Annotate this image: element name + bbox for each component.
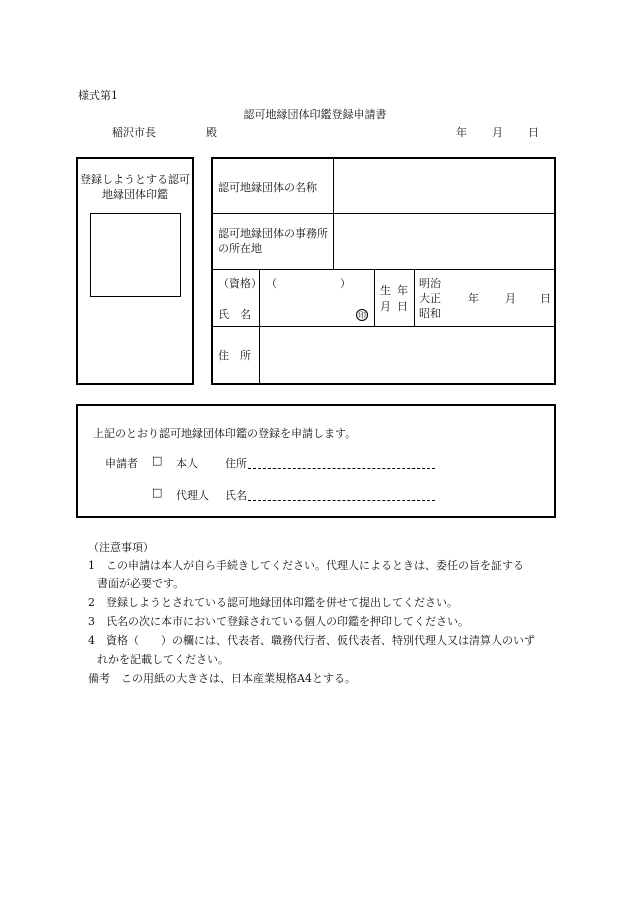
group-name-label: 認可地縁団体の名称 bbox=[218, 181, 317, 194]
agent-label: 代理人 bbox=[176, 489, 209, 502]
agent-checkbox[interactable]: □ bbox=[152, 486, 163, 499]
remarks: 備考 この用紙の大きさは、日本産業規格A4とする。 bbox=[88, 672, 356, 685]
honorific: 殿 bbox=[206, 126, 217, 139]
name-field-label: 氏名 bbox=[225, 489, 247, 502]
birth-label-hi: 日 bbox=[397, 300, 408, 313]
notes-heading: （注意事項） bbox=[88, 541, 154, 554]
date-day: 日 bbox=[528, 126, 539, 139]
era-showa: 昭和 bbox=[419, 307, 441, 320]
birth-label-nen: 年 bbox=[397, 284, 408, 297]
address-label: 住 所 bbox=[218, 349, 251, 362]
note-item-2: 2 登録しようとされている認可地縁団体印鑑を併せて提出してください。 bbox=[88, 596, 458, 609]
birth-label-gatsu: 月 bbox=[380, 300, 391, 313]
seal-mark-icon: 印 bbox=[358, 311, 366, 320]
era-taisho: 大正 bbox=[419, 292, 441, 305]
page-title: 認可地縁団体印鑑登録申請書 bbox=[243, 108, 387, 121]
seal-impression-area bbox=[90, 213, 181, 297]
note-item-4-line-1: 4 資格（ ）の欄には、代表者、職務代行者、仮代表者、特別代理人又は清算人のいず bbox=[88, 634, 535, 647]
address-line[interactable] bbox=[248, 468, 435, 469]
applicant-label: 申請者 bbox=[105, 457, 138, 470]
seal-box-label: 登録しようとする認可地縁団体印鑑 bbox=[80, 173, 190, 201]
birth-year: 年 bbox=[468, 292, 479, 305]
birth-month: 月 bbox=[505, 292, 516, 305]
note-item-1-line-2: 書面が必要です。 bbox=[97, 577, 185, 590]
application-statement: 上記のとおり認可地縁団体印鑑の登録を申請します。 bbox=[93, 427, 357, 440]
form-number: 様式第1 bbox=[78, 89, 118, 102]
office-address-label: 認可地縁団体の事務所の所在地 bbox=[218, 227, 328, 255]
note-item-3: 3 氏名の次に本市において登録されている個人の印鑑を押印してください。 bbox=[88, 615, 469, 628]
address-field-label: 住所 bbox=[225, 457, 247, 470]
addressee: 稲沢市長 bbox=[112, 126, 156, 139]
note-item-1-line-1: 1 この申請は本人が自ら手続きしてください。代理人によるときは、委任の旨を証する bbox=[88, 559, 524, 572]
note-item-4-line-2: れかを記載してください。 bbox=[97, 653, 229, 666]
self-label: 本人 bbox=[176, 457, 198, 470]
person-name-label: 氏 名 bbox=[218, 308, 251, 321]
name-line[interactable] bbox=[248, 500, 435, 501]
self-checkbox[interactable]: □ bbox=[152, 454, 163, 467]
qualification-label: （資格） bbox=[218, 277, 262, 290]
birth-day: 日 bbox=[540, 292, 551, 305]
date-year: 年 bbox=[456, 126, 467, 139]
birth-label-sei: 生 bbox=[380, 284, 391, 297]
qualification-paren-close: ） bbox=[340, 277, 351, 290]
qualification-paren-open: （ bbox=[266, 277, 277, 290]
era-meiji: 明治 bbox=[419, 277, 441, 290]
date-month: 月 bbox=[492, 126, 503, 139]
